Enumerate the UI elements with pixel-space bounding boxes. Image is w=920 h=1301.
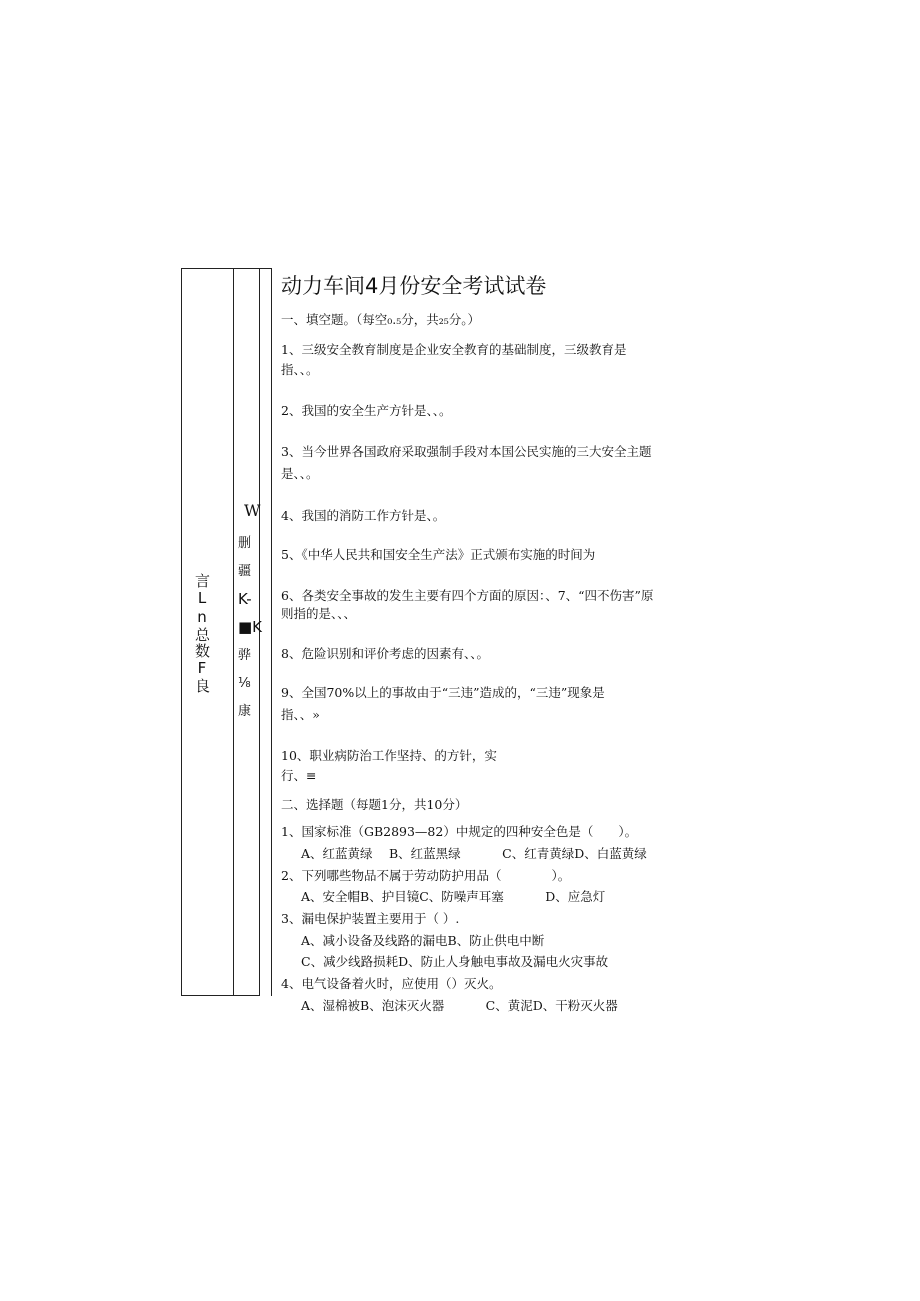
question-10-line-1: 10、职业病防治工作坚持、的方针，实 (281, 748, 497, 763)
question-1-line-2: 指、、。 (281, 362, 319, 377)
binding-mark: 删 (238, 536, 252, 551)
binding-marks (238, 501, 268, 733)
section-fill-blank-header: 一、填空题。（每空₀.₅分，共₂₅分。） (281, 312, 481, 327)
choice-4: 4、电气设备着火时，应使用（）灭火。 (281, 976, 502, 991)
question-10-line-2: 行、≡ (281, 768, 317, 783)
binding-vertical-label: 言Ln总数F良 (193, 573, 211, 694)
binding-mark: W (244, 501, 261, 520)
binding-mark: ⅛ (238, 676, 251, 691)
binding-mark: 疆 (238, 564, 252, 579)
question-5: 5、《中华人民共和国安全生产法》正式颁布实施的时间为 (281, 547, 596, 562)
binding-mark: 康 (238, 704, 252, 719)
question-2: 2、我国的安全生产方针是、、。 (281, 403, 452, 418)
binding-margin (181, 268, 272, 996)
binding-mark: K- (238, 590, 252, 608)
question-6-line-1: 6、各类安全事故的发生主要有四个方面的原因：、7、“四不伤害”原 (281, 588, 654, 603)
choice-3-options-a: A、减小设备及线路的漏电B、防止供电中断 (301, 933, 545, 948)
choice-4-options: A、湿棉被B、泡沫灭火器 C、黄泥D、干粉灭火器 (301, 998, 618, 1013)
question-3-line-2: 是、、。 (281, 466, 319, 481)
question-1-line-1: 1、三级安全教育制度是企业安全教育的基础制度，三级教育是 (281, 342, 627, 357)
question-9-line-1: 9、全国70%以上的事故由于“三违”造成的，“三违”现象是 (281, 685, 605, 700)
question-9-line-2: 指、、» (281, 707, 320, 722)
choice-2: 2、下列哪些物品不属于劳动防护用品（ ）。 (281, 868, 571, 883)
choice-1-options: A、红蓝黄绿 B、红蓝黑绿 C、红青黄绿D、白蓝黄绿 (301, 846, 647, 861)
choice-2-options: A、安全帽B、护目镜C、防噪声耳塞 D、应急灯 (301, 889, 606, 904)
page-title: 动力车间4月份安全考试试卷 (281, 274, 547, 298)
question-8: 8、危险识别和评价考虑的因素有、、。 (281, 646, 489, 661)
question-6-line-2: 则指的是、、、 (281, 606, 357, 621)
question-3-line-1: 3、当今世界各国政府采取强制手段对本国公民实施的三大安全主题 (281, 444, 652, 459)
binding-mark: ■K (238, 618, 263, 636)
binding-mark: 骅 (238, 648, 252, 663)
section-choice-header: 二、选择题（每题1分，共10分） (281, 797, 468, 812)
choice-1: 1、国家标准（GB2893—82）中规定的四种安全色是（ ）。 (281, 824, 638, 839)
choice-3-options-b: C、减少线路损耗D、防止人身触电事故及漏电火灾事故 (301, 954, 609, 969)
choice-3: 3、漏电保护装置主要用于（ ）. (281, 911, 460, 926)
question-4: 4、我国的消防工作方针是、。 (281, 508, 446, 523)
